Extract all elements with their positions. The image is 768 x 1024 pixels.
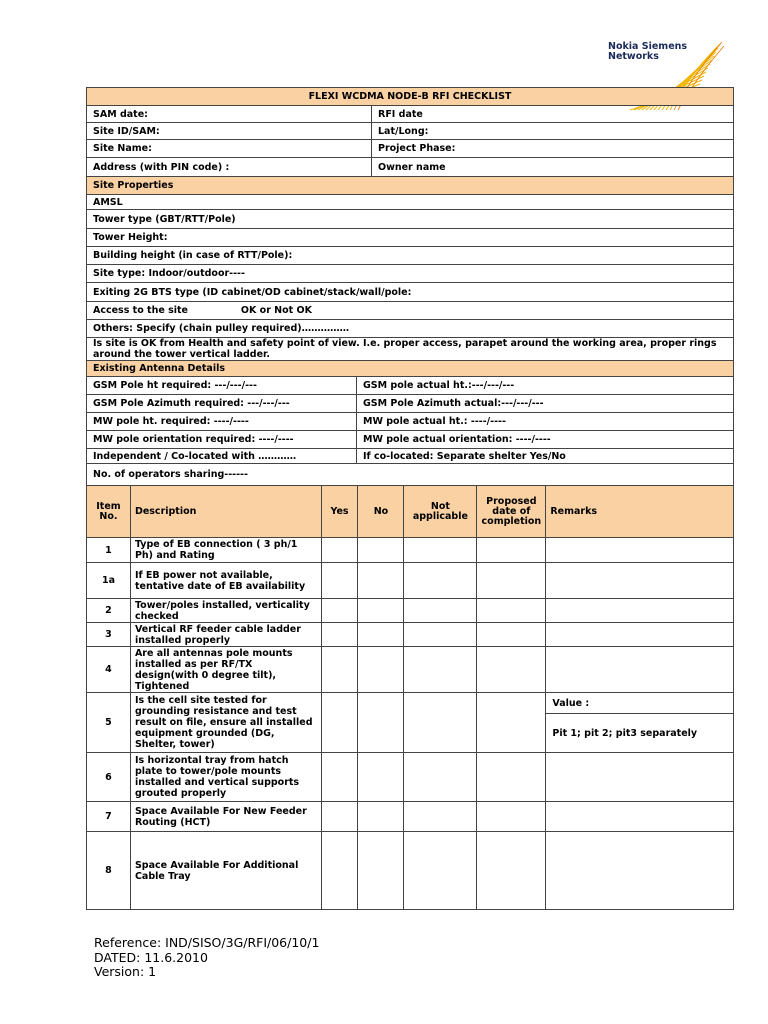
site-property-row <box>86 338 734 361</box>
rfi-date-field[interactable]: RFI date <box>371 106 733 122</box>
item-number: 3 <box>87 623 131 647</box>
col-item-no: Item No. <box>87 486 131 538</box>
dated-text: DATED: 11.6.2010 <box>94 949 208 965</box>
yes-cell[interactable] <box>321 599 358 623</box>
checklist-table <box>86 485 734 910</box>
site-property-row <box>86 195 734 210</box>
no-cell[interactable] <box>358 693 404 753</box>
yes-cell[interactable] <box>321 623 358 647</box>
site-property-row <box>86 229 734 247</box>
form-title: FLEXI WCDMA NODE-B RFI CHECKLIST <box>308 91 512 102</box>
tower-type-field[interactable]: Tower type (GBT/RTT/Pole) <box>93 213 236 225</box>
title-row <box>86 87 734 106</box>
item-description: Is the cell site tested for grounding resistance and test result on file, ensure all installed equipment grounded (DG, Shelter, tower) <box>130 693 321 753</box>
na-cell[interactable] <box>404 693 477 753</box>
table-row <box>87 832 734 910</box>
remarks-cell[interactable] <box>546 693 734 753</box>
antenna-row <box>86 464 734 486</box>
remarks-cell[interactable] <box>546 538 734 563</box>
item-description: Space Available For New Feeder Routing (HCT) <box>130 802 321 832</box>
item-number: 4 <box>87 647 131 693</box>
address-field[interactable]: Address (with PIN code) : <box>93 161 230 173</box>
col-remarks: Remarks <box>546 486 734 538</box>
tower-height-field[interactable]: Tower Height: <box>93 232 168 243</box>
operators-sharing-field[interactable]: No. of operators sharing------ <box>93 469 248 480</box>
general-row <box>86 140 734 158</box>
na-cell[interactable] <box>404 563 477 599</box>
date-cell[interactable] <box>477 693 546 753</box>
site-id-field[interactable]: Site ID/SAM: <box>93 125 160 137</box>
remark-value: Value : <box>546 693 733 714</box>
item-description: Are all antennas pole mounts installed as per RF/TX design(with 0 degree tilt), Tightened <box>130 647 321 693</box>
document-footer <box>94 936 319 980</box>
site-properties-header-row <box>86 177 734 195</box>
site-property-row <box>86 247 734 265</box>
mw-pole-ht-actual[interactable]: MW pole actual ht.: ----/---- <box>356 413 733 430</box>
site-properties-header: Site Properties <box>93 180 174 191</box>
yes-cell[interactable] <box>321 802 358 832</box>
date-cell[interactable] <box>477 563 546 599</box>
yes-cell[interactable] <box>321 647 358 693</box>
col-proposed-date: Proposed date of completion <box>477 486 546 538</box>
site-property-row <box>86 283 734 302</box>
remarks-cell[interactable] <box>546 563 734 599</box>
project-phase-field[interactable]: Project Phase: <box>371 140 733 157</box>
antenna-header-row <box>86 361 734 377</box>
date-cell[interactable] <box>477 538 546 563</box>
yes-cell[interactable] <box>321 538 358 563</box>
reference-text: Reference: IND/SISO/3G/RFI/06/10/1 <box>94 935 320 950</box>
no-cell[interactable] <box>358 647 404 693</box>
na-cell[interactable] <box>404 538 477 563</box>
sam-date-field[interactable]: SAM date: <box>93 108 148 120</box>
item-description: Type of EB connection ( 3 ph/1 Ph) and Rating <box>130 538 321 563</box>
item-number: 5 <box>87 693 131 753</box>
na-cell[interactable] <box>404 802 477 832</box>
site-name-field[interactable]: Site Name: <box>93 143 152 154</box>
date-cell[interactable] <box>477 802 546 832</box>
remarks-cell[interactable] <box>546 599 734 623</box>
yes-cell[interactable] <box>321 563 358 599</box>
col-description: Description <box>130 486 321 538</box>
item-description: Is horizontal tray from hatch plate to tower/pole mounts installed and vertical supports grouted properly <box>130 753 321 802</box>
date-cell[interactable] <box>477 599 546 623</box>
date-cell[interactable] <box>477 623 546 647</box>
remarks-cell[interactable] <box>546 753 734 802</box>
antenna-row <box>86 377 734 395</box>
mw-orientation-actual[interactable]: MW pole actual orientation: ----/---- <box>356 431 733 448</box>
amsl-field[interactable]: AMSL <box>93 196 123 208</box>
antenna-row <box>86 431 734 449</box>
site-type-field[interactable]: Site type: Indoor/outdoor---- <box>93 268 245 279</box>
site-property-row <box>86 302 734 320</box>
no-cell[interactable] <box>358 563 404 599</box>
table-row <box>87 647 734 693</box>
no-cell[interactable] <box>358 623 404 647</box>
date-cell[interactable] <box>477 647 546 693</box>
gsm-pole-ht-required[interactable]: GSM Pole ht required: ---/---/--- <box>93 380 257 391</box>
table-row <box>87 623 734 647</box>
date-cell[interactable] <box>477 832 546 910</box>
na-cell[interactable] <box>404 599 477 623</box>
remarks-cell[interactable] <box>546 647 734 693</box>
general-row <box>86 106 734 123</box>
site-access-field[interactable]: Access to the site OK or Not OK <box>93 305 312 316</box>
gsm-pole-ht-actual[interactable]: GSM pole actual ht.:---/---/--- <box>356 377 733 394</box>
site-property-row <box>86 320 734 338</box>
item-number: 6 <box>87 753 131 802</box>
table-row <box>87 599 734 623</box>
item-description: Tower/poles installed, verticality checked <box>130 599 321 623</box>
table-header-row <box>87 486 734 538</box>
separate-shelter-field[interactable]: If co-located: Separate shelter Yes/No <box>356 449 733 463</box>
col-not-applicable: Not applicable <box>404 486 477 538</box>
na-cell[interactable] <box>404 753 477 802</box>
remarks-cell[interactable] <box>546 832 734 910</box>
lat-long-field[interactable]: Lat/Long: <box>371 123 733 139</box>
logo-line-2: Networks <box>608 51 659 62</box>
gsm-azimuth-required[interactable]: GSM Pole Azimuth required: ---/---/--- <box>93 398 290 409</box>
mw-orientation-required[interactable]: MW pole orientation required: ----/---- <box>93 434 294 445</box>
table-row <box>87 563 734 599</box>
checklist-form <box>86 87 734 486</box>
item-number: 2 <box>87 599 131 623</box>
antenna-header: Existing Antenna Details <box>93 363 225 374</box>
logo-line-1: Nokia Siemens <box>608 41 688 52</box>
yes-cell[interactable] <box>321 832 358 910</box>
remarks-cell[interactable] <box>546 802 734 832</box>
no-cell[interactable] <box>358 802 404 832</box>
no-cell[interactable] <box>358 599 404 623</box>
antenna-row <box>86 413 734 431</box>
remarks-cell[interactable] <box>546 623 734 647</box>
gsm-azimuth-actual[interactable]: GSM Pole Azimuth actual:---/---/--- <box>356 395 733 412</box>
site-property-row <box>86 210 734 229</box>
yes-cell[interactable] <box>321 693 358 753</box>
no-cell[interactable] <box>358 832 404 910</box>
date-cell[interactable] <box>477 753 546 802</box>
version-text: Version: 1 <box>94 964 157 979</box>
item-number: 1 <box>87 538 131 563</box>
item-description: If EB power not available, tentative date of EB availability <box>130 563 321 599</box>
item-description: Vertical RF feeder cable ladder installed properly <box>130 623 321 647</box>
bts-type-field[interactable]: Exiting 2G BTS type (ID cabinet/OD cabinet/stack/wall/pole: <box>93 286 412 298</box>
mw-pole-ht-required[interactable]: MW pole ht. required: ----/---- <box>93 416 249 427</box>
table-row <box>87 802 734 832</box>
antenna-row <box>86 449 734 464</box>
no-cell[interactable] <box>358 538 404 563</box>
col-no: No <box>358 486 404 538</box>
no-cell[interactable] <box>358 753 404 802</box>
site-property-row <box>86 265 734 283</box>
general-row <box>86 158 734 177</box>
item-number: 1a <box>87 563 131 599</box>
general-row <box>86 123 734 140</box>
table-row <box>87 538 734 563</box>
na-cell[interactable] <box>404 832 477 910</box>
table-row <box>87 693 734 753</box>
col-yes: Yes <box>321 486 358 538</box>
others-field[interactable]: Others: Specify (chain pulley required)…………… <box>93 323 350 334</box>
item-number: 8 <box>87 832 131 910</box>
yes-cell[interactable] <box>321 753 358 802</box>
remark-pits: Pit 1; pit 2; pit3 separately <box>552 727 698 739</box>
na-cell[interactable] <box>404 623 477 647</box>
na-cell[interactable] <box>404 647 477 693</box>
health-safety-field[interactable]: Is site is OK from Health and safety point of view. I.e. proper access, parapet around the working area, proper rings around the tower vertical ladder. <box>93 338 717 360</box>
owner-name-field[interactable]: Owner name <box>371 158 733 176</box>
table-row <box>87 753 734 802</box>
antenna-row <box>86 395 734 413</box>
building-height-field[interactable]: Building height (in case of RTT/Pole): <box>93 250 293 261</box>
item-description: Space Available For Additional Cable Tray <box>130 832 321 910</box>
item-number: 7 <box>87 802 131 832</box>
colocated-with-field[interactable]: Independent / Co-located with ………… <box>93 450 297 462</box>
